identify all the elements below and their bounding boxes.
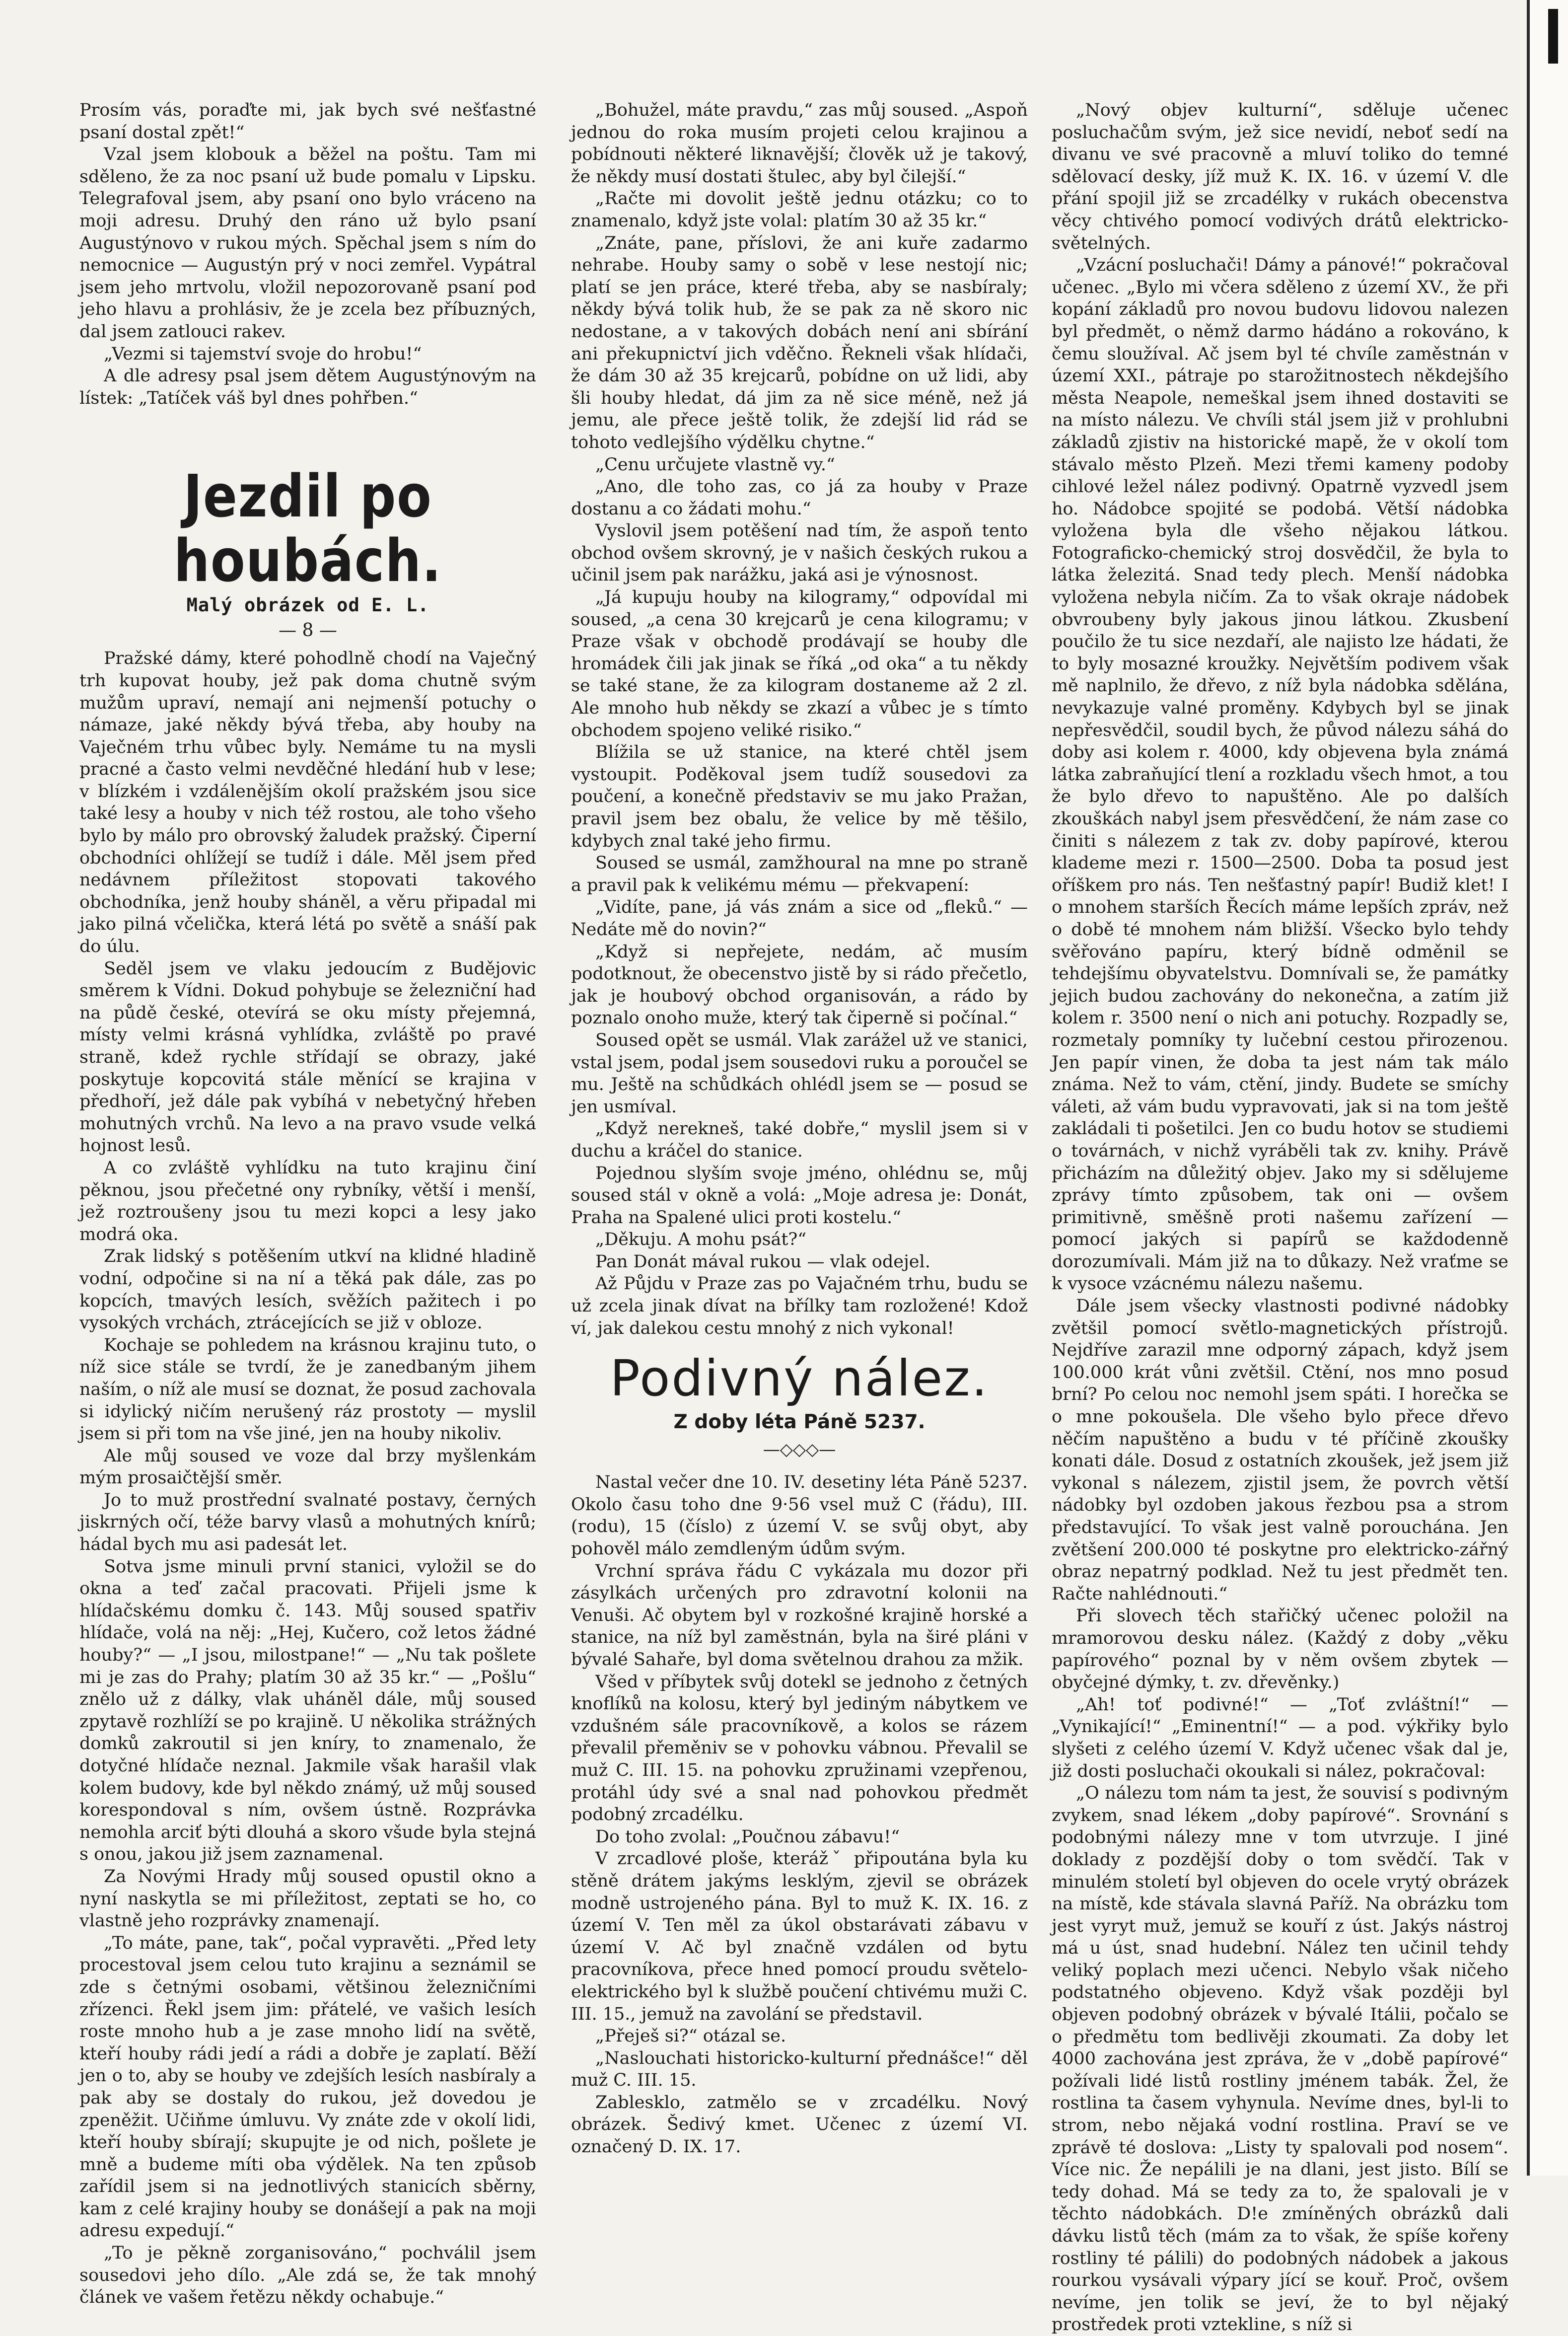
- paragraph: „O nálezu tom nám ta jest, že souvisí s podivným zvykem, snad lékem „doby papírové“. Srovnání s podobnými nálezy mne v tom utvrzuje. I jiné doklady z pozdější doby o tom svědčí. Tak v minulém století byl objeven do ocele vrytý obrázek na místě, kde stávala slavná Paříž. Na obrázku tom jest vyryt muž, jemuž se kouří z úst. Jakýs nástroj má u úst, snad hudební. Nález ten učinil tehdy veliký poplach mezi učenci. Nebylo však ničeho podstatného objeveno. Když však později byl objeven podobný obrázek v bývalé Itálii, počalo se o předmětu tom bedlivěji zkoumati. Za doby let 4000 zachována jest zpráva, že v „době papírové“ požívali lidé listů rostliny jménem tabák. Žel, že rostlina ta časem vyhynula. Nevíme dnes, byl-li to strom, nebo nějaká vodní rostlina. Praví se ve zprávě té doslova: „Listy ty spalovali pod nosem“. Více nic. Že nepálili je na dlani, jest jisto. Bílí se tedy dohad. Má se tedy za to, že spalovali je v těchto nádobkách. D!e zmíněných obrázků dali dávku listů těch (mám za to však, že spíše kořeny rostliny té pálili) do podobných nádobek a jakous rourkou vysávali výpary jící se kouř. Proč, ovšem nevíme, jen tolik se jeví, že to byl nějaký prostředek proti vztekline, s níž si: [1052, 1783, 1508, 2335]
- paragraph: Při slovech těch stařičký učenec položil na mramorovou desku nález. (Každý z doby „věku papírového“ poznal by v něm ovšem zbytek — obyčejné dýmky, t. zv. dřevěnky.): [1052, 1606, 1508, 1693]
- paragraph: „Bohužel, máte pravdu,“ zas můj soused. „Aspoň jednou do roka musím projeti celou krajinou a pobídnouti některé liknavější; člověk už je takový, že někdy musí dostati štulec, aby byl čilejší.“: [571, 100, 1028, 187]
- column-2: [571, 99, 1028, 2158]
- paragraph: „Přeješ si?“ otázal se.: [595, 2026, 786, 2046]
- paragraph: „Ah! toť podivné!“ — „Toť zvláštní!“ — „Vynikající!“ „Eminentní!“ — a pod. výkřiky bylo slyšeti z celého území V. Když učenec však dal je, již dosti posluchači okoukali si nález, pokračoval:: [1052, 1694, 1508, 1781]
- paragraph: „Já kupuju houby na kilogramy,“ odpovídal mi soused, „a cena 30 krejcarů je cena kilogramu; v Praze však v obchodě prodávají se houby dle hromádek čili jak jinak se říká „od oka“ a tu někdy se také stane, že za kilogram dostaneme až 2 zl. Ale mnoho hub někdy se zkazí a vůbec je s tímto obchodem spojeno veliké risiko.“: [571, 587, 1028, 740]
- paragraph: „Nový objev kulturní“, sděluje učenec posluchačům svým, jež sice nevidí, neboť sedí na divanu ve své pracovně a mluví toliko do temné sdělovací desky, jíž muž K. IX. 16. v území V. dle přání spojil již se zrcadélky v rukách obecenstva věcy chtivého pomocí vodivých drátů elektricko-světelných.: [1052, 100, 1508, 253]
- paragraph: Blížila se už stanice, na které chtěl jsem vystoupit. Poděkoval jsem tudíž sousedovi za poučení, a konečně představiv se mu jako Pražan, pravil jsem bez obalu, že velice by mě těšilo, kdybych znal také jeho firmu.: [571, 742, 1028, 851]
- article-subheading: Malý obrázek od E. L.: [186, 594, 429, 616]
- paragraph: A co zvláště vyhlídku na tuto krajinu činí pěknou, jsou přečetné ony rybníky, větší i menší, jež roztroušeny jsou tu mezi kopci a lesy jako modrá oka.: [79, 1158, 536, 1244]
- paragraph: Pojednou slyším svoje jméno, ohlédnu se, můj soused stál v okně a volá: „Moje adresa je: Donát, Praha na Spalené ulici proti kostelu.“: [571, 1163, 1028, 1228]
- paragraph: Kochaje se pohledem na krásnou krajinu tuto, o níž sice stále se tvrdí, že je zanedbaným jihem naším, o níž ale musí se doznat, že posud zachovala si idylický ničím nerušený ráz prostoty — myslil jsem si při tom na vše jiné, jen na houby nikoliv.: [79, 1335, 536, 1444]
- article-heading: Podivný nález.: [610, 1349, 989, 1408]
- paragraph: Zrak lidský s potěšením utkví na klidné hladině vodní, odpočine si na ní a těká pak dále, zas po kopcích, tmavých lesích, svěžích pažitech i po vysokých vrchách, ztrácejících se již v obloze.: [79, 1246, 536, 1333]
- paragraph: Sotva jsme minuli první stanici, vyložil se do okna a teď začal pracovati. Přijeli jsme k hlídačskému domku č. 143. Můj soused spatřiv hlídače, volá na něj: „Hej, Kučero, což letos žádné houby?“ — „I jsou, milostpane!“ — „Nu tak pošlete mi je zas do Prahy; platím 30 až 35 kr.“ — „Pošlu“ znělo už z dálky, vlak uháněl dále, můj soused zpytavě rozhlíží se po krajině. U několika strážných domků zakroutil si jen kníry, to znamenalo, že dotyčné hlídače neznal. Jakmile však harašil vlak kolem budovy, kde byl někdo známý, už můj soused korespondoval s ním, ovšem ústně. Rozprávka nemohla arciť býti dlouhá a skoro všude byla stejná s onou, jakou již jsem zaznamenal.: [79, 1556, 536, 1865]
- column-1: [79, 99, 536, 2309]
- paragraph: „Cenu určujete vlastně vy.“: [595, 454, 835, 475]
- paragraph: Až Půjdu v Praze zas po Vajačném trhu, budu se už zcela jinak dívat na břílky tam rozložené! Kdož ví, jak dalekou cestu mnohý z nich vykonal!: [571, 1274, 1028, 1338]
- ornament: — 8 —: [279, 620, 337, 641]
- page-edge: [1527, 0, 1568, 2176]
- paragraph: Pražské dámy, které pohodlně chodí na Vaječný trh kupovat houby, jež pak doma chutně svým mužům upraví, nemají ani nejmenší potuchy o námaze, jaké někdy bývá třeba, aby houby na Vaječném trhu vůbec byly. Nemáme tu na mysli pracné a často velmi nevděčné hledání hub v lese; v blízkém i vzdálenějším okolí pražském jsou sice také lesy a houby v nich též rostou, ale toho všeho bylo by málo pro obrovský žaludek pražský. Čiperní obchodníci ohlížejí se tudíž i dále. Měl jsem před nedávnem příležitost stopovati takového obchodníka, jenž houby sháněl, a věru připadal mi jako pilná včelička, která létá po světě a snáší pak do úlu.: [79, 649, 536, 957]
- paragraph: Jo to muž prostřední svalnaté postavy, černých jiskrných očí, téže barvy vlasů a mohutných knírů; hádal bych mu asi padesát let.: [79, 1490, 536, 1555]
- paragraph: „Když si nepřejete, nedám, ač musím podotknout, že obecenstvo jistě by si rádo přečetlo, jak je houbový obchod organisován, a rádo by poznalo onoho muže, který tak čiperně si počínal.“: [571, 942, 1028, 1028]
- paragraph: Vzal jsem klobouk a běžel na poštu. Tam mi sděleno, že za noc psaní už bude pomalu v Lipsku. Telegrafoval jsem, aby psaní ono bylo vráceno na moji adresu. Druhý den ráno už bylo psaní Augustýnovo v rukou mých. Spěchal jsem s ním do nemocnice — Augustýn prý v noci zemřel. Vypátral jsem jeho mrtvolu, vložil nepozorovaně psaní pod jeho hlavu a prohlásiv, že je zcela bez příbuzných, dal jsem zatlouci rakev.: [79, 145, 536, 342]
- paragraph: „Vezmi si tajemství svoje do hrobu!“: [104, 344, 422, 364]
- paragraph: Do toho zvolal: „Poučnou zábavu!“: [595, 1826, 900, 1847]
- paragraph: V zrcadlové ploše, kterážˇ připoutána byla ku stěně drátem jakýms lesklým, zjevil se obrázek modně ustrojeného pána. Byl to muž K. IX. 16. z území V. Ten měl za úkol obstarávati zábavu v území V. Ač byl značně vzdálen od bytu pracovníkova, přece hned pomocí proudu světelo-elektrického byl k službě poučení chtivému muži C. III. 15., jemuž na zavolání se představil.: [571, 1849, 1028, 2024]
- paragraph: „Vzácní posluchači! Dámy a pánové!“ pokračoval učenec. „Bylo mi včera sděleno z území XV., že při kopání základů pro novou budovu lidovou nalezen byl předmět, o němž darmo hádáno a rokováno, k čemu sloužíval. Ač jsem byl té chvíle zaměstnán v území XXI., pátraje po starožitnostech někdejšího města Neapole, nemeškal jsem ihned dostaviti se na místo nálezu. Ve chvíli stál jsem již v prohlubni základů zjistiv na historické mapě, že v okolí tom stávalo město Plzeň. Mezi třemi kameny podoby cihlové ležel nález podivný. Opatrně vyzvedl jsem ho. Nádobce spojité se podobá. Větší nádobka vyložena byla dle všeho nějakou látkou. Fotograficko-chemický stroj dosvědčil, že byla to látka železitá. Snad tedy plech. Menší nádobka vyložena nebyla ničím. Za to však okraje nádobek obvroubeny byly jakous jinou látkou. Zkusbení poučilo že tu sice nezdaří, ale najisto lze hádati, že to byly mosazné kroužky. Největším podivem však mě naplnilo, že dřevo, z níž byla nádobka sdělána, nevykazuje valné proměny. Kdybych byl se jinak nepřesvědčil, soudil bych, že původ nálezu sáhá do doby asi kolem r. 4000, kdy objevena byla známá látka zabraňující tlení a rozkladu všech hmot, a tou že bylo dřevo to napuštěno. Ale po dalších zkouškách nabyl jsem přesvědčení, že nám zase co činiti s nálezem z tak zv. doby papírové, kterou klademe mezi r. 1500—2500. Doba ta posud jest oříškem pro nás. Ten nešťastný papír! Budiž klet! I o mnohem starších Řecích máme lepších zpráv, než o době té mnohem nám bližší. Všecko bylo tehdy svěřováno papíru, který bídně odměnil se tehdejšímu obyvatelstvu. Domnívali se, že památky jejich budou zachovány do nekonečna, a zatím již kolem r. 3500 není o nich ani potuchy. Rozpadly se, rozmetaly pomníky ty lučební cestou přirozenou. Jen papír vinen, že doba ta jest nám tak málo známa. Než to vám, ctění, jindy. Budete se smíchy váleti, až vám budu vypravovati, jak si na tom ještě zakládali ti pošetilci. Jen co budu hotov se studiemi o továrnách, v nichž vyráběli tak zv. knihy. Právě přicházím na důležitý objev. Jako my si sdělujeme zprávy tímto způsobem, tak oni — ovšem primitivně, směšně proti našemu zařízení — pomocí jakých si papírů se každodenně dorozumívali. Mám již na to důkazy. Než vraťme se k vysoce vzácnému nálezu našemu.: [1052, 255, 1508, 1294]
- article-heading: Jezdil po houbách.: [173, 462, 442, 595]
- paragraph: Soused se usmál, zamžhoural na mne po straně a pravil pak k velikému mému — překvapení:: [571, 853, 1028, 895]
- paragraph: „Děkuju. A mohu psát?“: [595, 1230, 807, 1250]
- paragraph: „Račte mi dovolit ještě jednu otázku; co to znamenalo, když jste volal: platím 30 až 35 kr.“: [571, 189, 1028, 231]
- paragraph: Ale můj soused ve voze dal brzy myšlenkám mým prosaičtější směr.: [79, 1446, 536, 1488]
- paragraph: „Znáte, pane, příslovi, že ani kuře zadarmo nehrabe. Houby samy o sobě v lese nestojí nic; platí se jen práce, které třeba, aby se nasbíraly; někdy bývá tolik hub, že se pak za ně skoro nic nedostane, a v takových dobách není ani sbírání ani překupnictví jich vděčno. Řekneli však hlídači, že dám 30 až 35 krejcarů, pobídne on už lidi, aby šli houby hledat, dá jim za ně sice méně, než já jemu, ale přece ještě tolik, že zdejší lid rád se tohoto vedlejšího výdělku chytne.“: [571, 233, 1028, 452]
- paragraph: Všed v příbytek svůj dotekl se jednoho z četných knoflíků na kolosu, který byl jediným nábytkem ve vzdušném sále pracovníkově, a kolos se rázem převalil přeměniv se v pohovku vábnou. Převalil se muž C. III. 15. na pohovku zpružinami vzepřenou, protáhl údy své a snal nad pohovkou předmět podobný zrcadélku.: [571, 1672, 1028, 1825]
- paragraph: „Když nerekneš, také dobře,“ myslil jsem si v duchu a kráčel do stanice.: [571, 1119, 1028, 1161]
- paragraph: Dále jsem všecky vlastnosti podivné nádobky zvětšil pomocí světlo-magnetických přístrojů. Nejdříve zarazil mne odporný zápach, když jsem 100.000 krát vůni zvětšil. Ctění, nos mno posud brní? Po celou noc nemohl jsem spáti. I horečka se o mne pokoušela. Dle všeho bylo přece dřevo něčím napuštěno a budu v té příčině zkoušky konati dále. Dosud z ostatních zkoušek, jež jsem již vykonal s nálezem, zjistil jsem, že povrch větší nádobky byl ozdoben jakous řezbou psa a strom představující. To však jest valně porouchána. Jen zvětšení 200.000 té poskytne pro elektricko-zářný obraz nepatrný podklad. Než tu jest předmět ten. Račte nahlédnouti.“: [1052, 1296, 1508, 1604]
- paragraph: „Naslouchati historicko-kulturní přednášce!“ děl muž C. III. 15.: [571, 2048, 1028, 2091]
- paragraph: Vrchní správa řádu C vykázala mu dozor při zásylkách určených pro zdravotní kolonii na Venuši. Ač obytem byl v rozkošné krajině horské a stanice, na níž byl zaměstnán, byla na širé pláni v bývalé Sahaře, byl doma světelnou drahou za mžik.: [571, 1561, 1028, 1670]
- paragraph: Zablesklo, zatmělo se v zrcadélku. Nový obrázek. Šedivý kmet. Učenec z území VI. označený D. IX. 17.: [571, 2092, 1028, 2157]
- paragraph: Za Novými Hrady můj soused opustil okno a nyní naskytla se mi příležitost, zeptati se ho, co vlastně jeho rozprávky znamenají.: [79, 1866, 536, 1931]
- paragraph: Seděl jsem ve vlaku jedoucím z Budějovic směrem k Vídni. Dokud pohybuje se železniční had na půdě české, otevírá se oku místy přejemná, místy velmi krásná vyhlídka, zvláště po pravé straně, kdež rychle střídají se obrazy, jaké poskytuje kopcovitá stále měnící se krajina v předhoří, jež dále pak vybíhá v nebetyčný hřeben mohutných vrchů. Na levo a na pravo vsude velká hojnost lesů.: [79, 958, 536, 1156]
- spacer: [79, 409, 536, 464]
- ornament: —◇◇◇—: [763, 1440, 836, 1460]
- paragraph: Pan Donát mával rukou — vlak odejel.: [595, 1251, 930, 1272]
- paragraph: Prosím vás, poraďte mi, jak bych své nešťastné psaní dostal zpět!“: [79, 100, 536, 143]
- paragraph: „To máte, pane, tak“, počal vypravěti. „Před lety procestoval jsem celou tuto krajinu a seznámil se zde s četnými osobami, většinou železničními zřízenci. Řekl jsem jim: přátelé, ve vašich lesích roste mnoho hub a je zase mnoho lidí na světě, kteří houby rádi jedí a rádi a dobře je zaplatí. Běží jen o to, aby se houby ve zdejších lesích nasbíraly a pak aby se dostaly do rukou, jež dovedou je zpeněžit. Učiňme úmluvu. Vy znáte zde v okolí lidi, kteří houby sbírají; skupujte je od nich, pošlete je mně a budeme míti oba výdělek. Na ten způsob zařídil jsem si na jednotlivých stanicích sběrny, kam z celé krajiny houby se donášejí a pak na moji adresu expedují.“: [79, 1933, 536, 2241]
- paragraph: „Ano, dle toho zas, co já za houby v Praze dostanu a co žádati mohu.“: [571, 477, 1028, 519]
- paragraph: „To je pěkně zorganisováno,“ pochválil jsem sousedovi jeho dílo. „Ale zdá se, že tak mnohý článek ve vašem řetězu někdy ochabuje.“: [79, 2243, 536, 2308]
- paragraph: Soused opět se usmál. Vlak zarážel už ve stanici, vstal jsem, podal jsem sousedovi ruku a poroučel se mu. Ještě na schůdkách ohlédl jsem se — posud se jen usmíval.: [571, 1030, 1028, 1117]
- paragraph: „Vidíte, pane, já vás znám a sice od „fleků.“ — Nedáte mě do novin?“: [571, 897, 1028, 940]
- paragraph: A dle adresy psal jsem dětem Augustýnovým na lístek: „Tatíček váš byl dnes pohřben.“: [79, 366, 536, 408]
- page-corner-mark: [1548, 9, 1558, 64]
- column-3: [1052, 99, 1508, 2336]
- paragraph: Vyslovil jsem potěšení nad tím, že aspoň tento obchod ovšem skrovný, je v našich českých rukou a učinil jsem pak narážku, jaká asi je výnosnost.: [571, 521, 1028, 585]
- paragraph: Nastal večer dne 10. IV. desetiny léta Páně 5237. Okolo času toho dne 9·56 vsel muž C (řádu), III. (rodu), 15 (číslo) z území V. se svůj obyt, aby pohověl málo zemdleným údům svým.: [571, 1472, 1028, 1559]
- article-subheading: Z doby léta Páně 5237.: [673, 1411, 926, 1434]
